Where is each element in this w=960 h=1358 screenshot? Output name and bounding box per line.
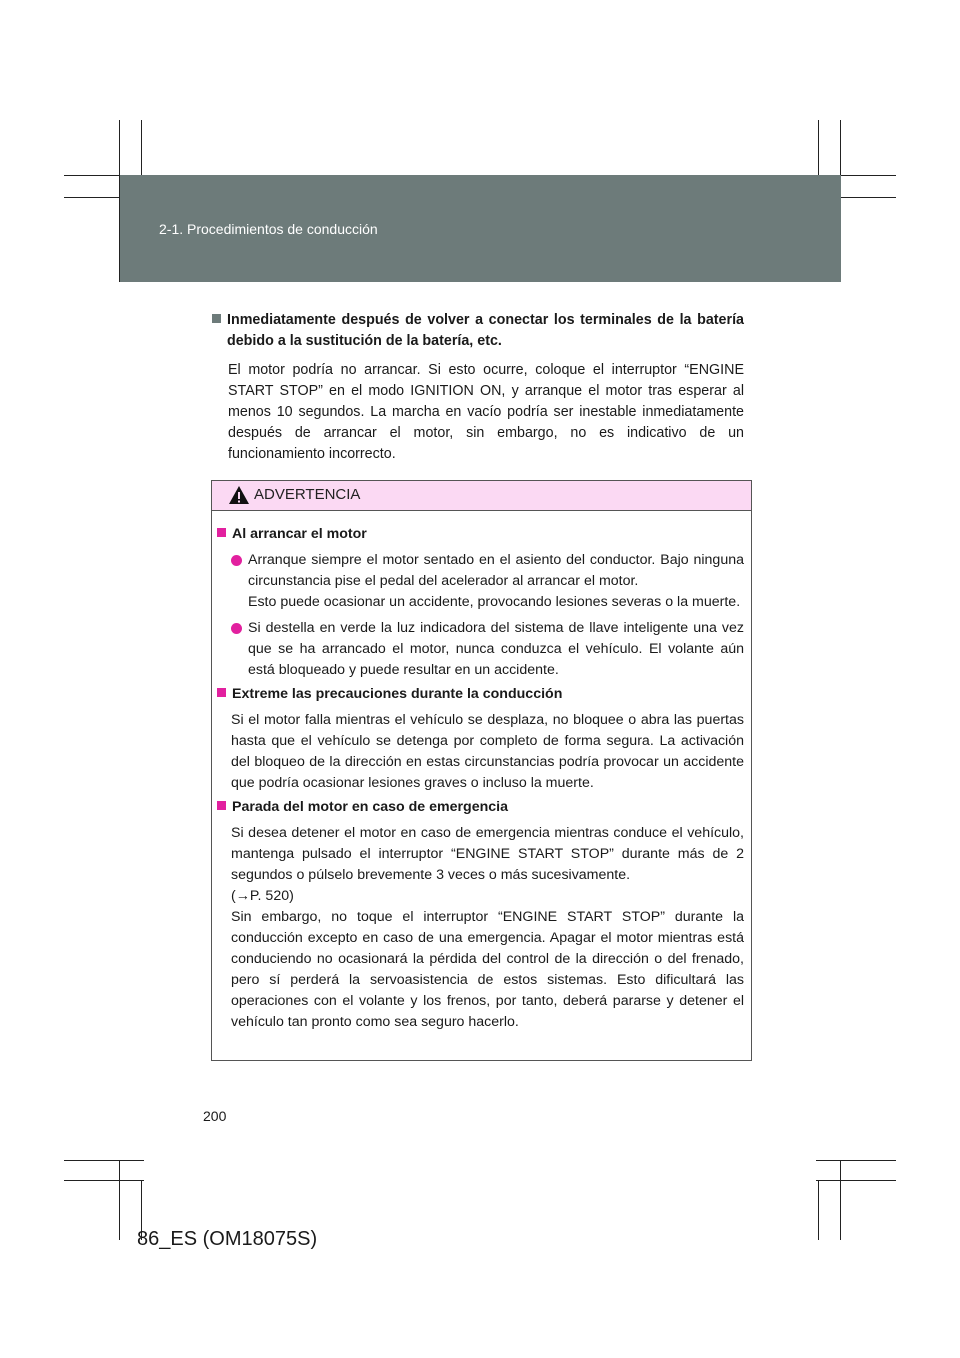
square-bullet-icon xyxy=(217,801,226,810)
warning-heading-starting: Al arrancar el motor xyxy=(217,524,744,545)
circle-bullet-icon xyxy=(231,555,242,566)
square-bullet-icon xyxy=(217,688,226,697)
page-reference-link[interactable]: (→P. 520) xyxy=(231,888,294,904)
crop-mark xyxy=(840,1160,841,1240)
crop-mark xyxy=(816,1180,896,1181)
document-code: 86_ES (OM18075S) xyxy=(137,1228,318,1250)
warning-box xyxy=(211,480,752,1061)
warning-header xyxy=(212,481,751,511)
warning-triangle-icon xyxy=(228,485,250,505)
crop-mark xyxy=(119,1160,120,1240)
square-bullet-icon xyxy=(212,314,221,323)
page-number: 200 xyxy=(203,1108,227,1124)
warning-bullet: Si destella en verde la luz indicadora del sistema de llave inteligente una vez que se ha arrancado el motor, nunca conduzca el vehículo. El volante aún está bloqueado y puede resultar en un accidente. xyxy=(217,618,744,681)
crop-mark xyxy=(816,1160,896,1161)
crop-mark xyxy=(64,1160,144,1161)
crop-mark xyxy=(818,1180,819,1240)
warning-heading-emergency: Parada del motor en caso de emergencia xyxy=(217,797,744,818)
warning-title: ADVERTENCIA xyxy=(254,486,361,503)
warning-heading-driving: Extreme las precauciones durante la conducción xyxy=(217,684,744,705)
intro-block xyxy=(212,310,744,465)
intro-paragraph: El motor podría no arrancar. Si esto ocurre, coloque el interruptor “ENGINE START STOP” en el modo IGNITION ON, y arranque el motor tras esperar al menos 10 segundos. La marcha en vacío podría ser inestable inmediatamente después de arrancar el motor, sin embargo, no es indicativo de un funcionamiento incorrecto. xyxy=(228,362,744,462)
warning-paragraph: Si el motor falla mientras el vehículo se desplaza, no bloquee o abra las puertas hasta que el vehículo se detenga por completo de forma segura. La activación del bloqueo de la dirección en estas circunstancias podría provocar un accidente que podría ocasionar lesiones graves o incluso la muerte. xyxy=(231,712,744,791)
warning-bullet: Arranque siempre el motor sentado en el asiento del conductor. Bajo ninguna circunstancia pise el pedal del acelerador al arrancar el motor. Esto puede ocasionar un accidente, provocando lesiones severas o la muerte. xyxy=(217,550,744,613)
warning-paragraph: Si desea detener el motor en caso de emergencia mientras conduce el vehículo, mantenga pulsado el interruptor “ENGINE START STOP” durante más de 2 segundos o púlselo brevemente 3 veces o más sucesivamente. (→P. 520) Sin embargo, no toque el interruptor “ENGINE START STOP” durante la conducción excepto en caso de una emergencia. Apagar el motor mientras está conduciendo no ocasionará la pérdida del control de la dirección o del frenado, pero sí perderá la servoasistencia de estos sistemas. Esto dificultará las operaciones con el volante y los frenos, por tanto, deberá pararse y detener el vehículo tan pronto como sea seguro hacerlo. xyxy=(231,825,744,1030)
square-bullet-icon xyxy=(217,528,226,537)
intro-heading: Inmediatamente después de volver a conectar los terminales de la batería debido a la sustitución de la batería, etc. xyxy=(212,310,744,352)
warning-body xyxy=(217,521,744,1033)
crop-mark xyxy=(64,1180,144,1181)
section-title: 2-1. Procedimientos de conducción xyxy=(159,221,378,237)
circle-bullet-icon xyxy=(231,623,242,634)
